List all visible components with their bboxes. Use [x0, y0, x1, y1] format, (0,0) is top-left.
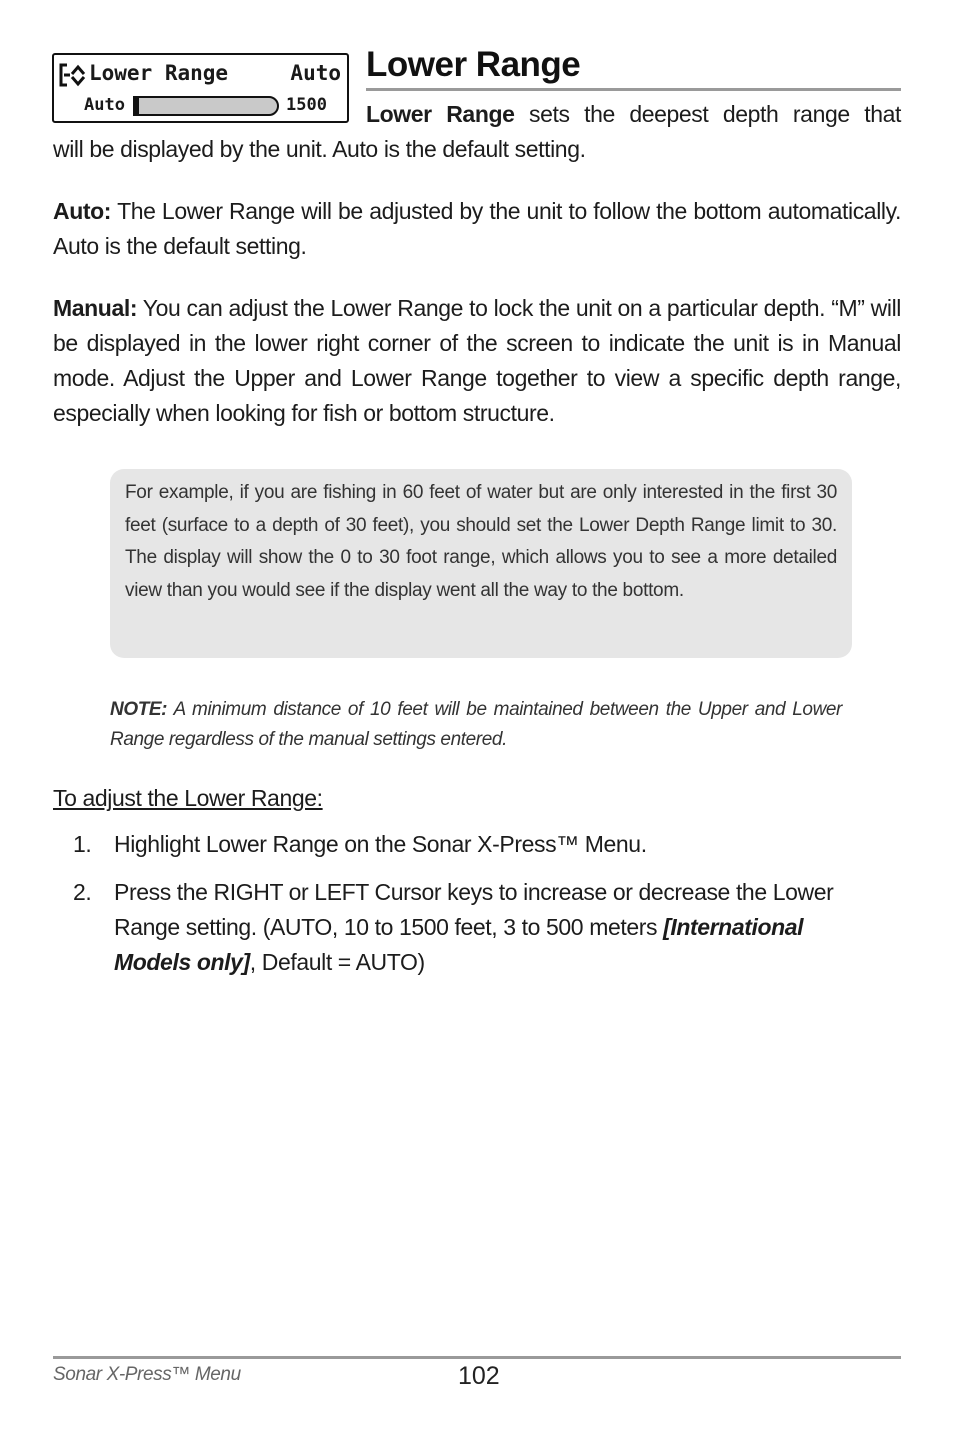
- procedure-step-1: [53, 827, 901, 862]
- example-text: For example, if you are fishing in 60 feet of water but are only interested in the first 30 feet (surface to a depth of 30 feet), you should set the Lower Depth Range limit to 30. The display will show the 0 to 30 foot range, which allows you to see a more detailed view than you would see if the display went all the way to the bottom.: [125, 482, 837, 601]
- menu-widget-header-row: [54, 61, 347, 89]
- footer-rule: [53, 1356, 901, 1359]
- step-number: 1.: [73, 831, 92, 857]
- menu-widget-value: Auto: [290, 61, 341, 85]
- manual-term: Manual:: [53, 295, 138, 321]
- intro-line-1: [366, 97, 901, 132]
- step-number: 2.: [73, 879, 92, 905]
- menu-widget-title: Lower Range: [89, 61, 229, 85]
- step-text-before: Press the RIGHT or LEFT Cursor keys to increase or decrease the Lower Range setting. (AUTO, 10 to 1500 feet, 3 to 500 meters: [114, 879, 834, 940]
- step-text-after: , Default = AUTO): [249, 949, 425, 975]
- range-slider: [133, 96, 279, 116]
- step-text: Highlight Lower Range on the Sonar X-Press™ Menu.: [114, 831, 647, 857]
- lower-range-menu-widget: [52, 53, 349, 123]
- slider-max-label: 1500: [286, 95, 327, 115]
- note-text: A minimum distance of 10 feet will be maintained between the Upper and Lower Range regardless of the manual settings entered.: [110, 699, 842, 750]
- auto-term: Auto:: [53, 198, 112, 224]
- procedure-step-2: [53, 875, 901, 985]
- step-text-emphasis: [International Models only]: [114, 914, 804, 975]
- procedure-heading: To adjust the Lower Range:: [53, 785, 323, 811]
- menu-widget-slider-row: [54, 94, 347, 118]
- title-rule: [366, 88, 901, 91]
- note-paragraph: [110, 695, 842, 755]
- manual-paragraph: [53, 291, 901, 431]
- footer-section-name: Sonar X-Press™ Menu: [53, 1364, 241, 1385]
- auto-text: The Lower Range will be adjusted by the unit to follow the bottom automatically. Auto is the default setting.: [53, 198, 901, 259]
- intro-line-2: will be displayed by the unit. Auto is the default setting.: [53, 136, 586, 162]
- intro-text-1: sets the deepest depth range that: [529, 101, 902, 127]
- slider-thumb: [135, 98, 139, 114]
- intro-term: Lower Range: [366, 101, 515, 127]
- slider-min-label: Auto: [84, 95, 125, 115]
- note-label: NOTE:: [110, 699, 168, 720]
- page-title: Lower Range: [366, 45, 581, 84]
- manual-text: You can adjust the Lower Range to lock the unit on a particular depth. “M” will be displayed in the lower right corner of the screen to indicate the unit is in Manual mode. Adjust the Upper and Lower Range together to view a specific depth range, especially when looking for fish or bottom structure.: [53, 295, 901, 426]
- page-number: 102: [458, 1362, 500, 1390]
- x-press-menu-icon: [58, 62, 88, 88]
- step-text: [114, 875, 884, 980]
- example-callout: [110, 469, 852, 658]
- auto-paragraph: [53, 194, 901, 264]
